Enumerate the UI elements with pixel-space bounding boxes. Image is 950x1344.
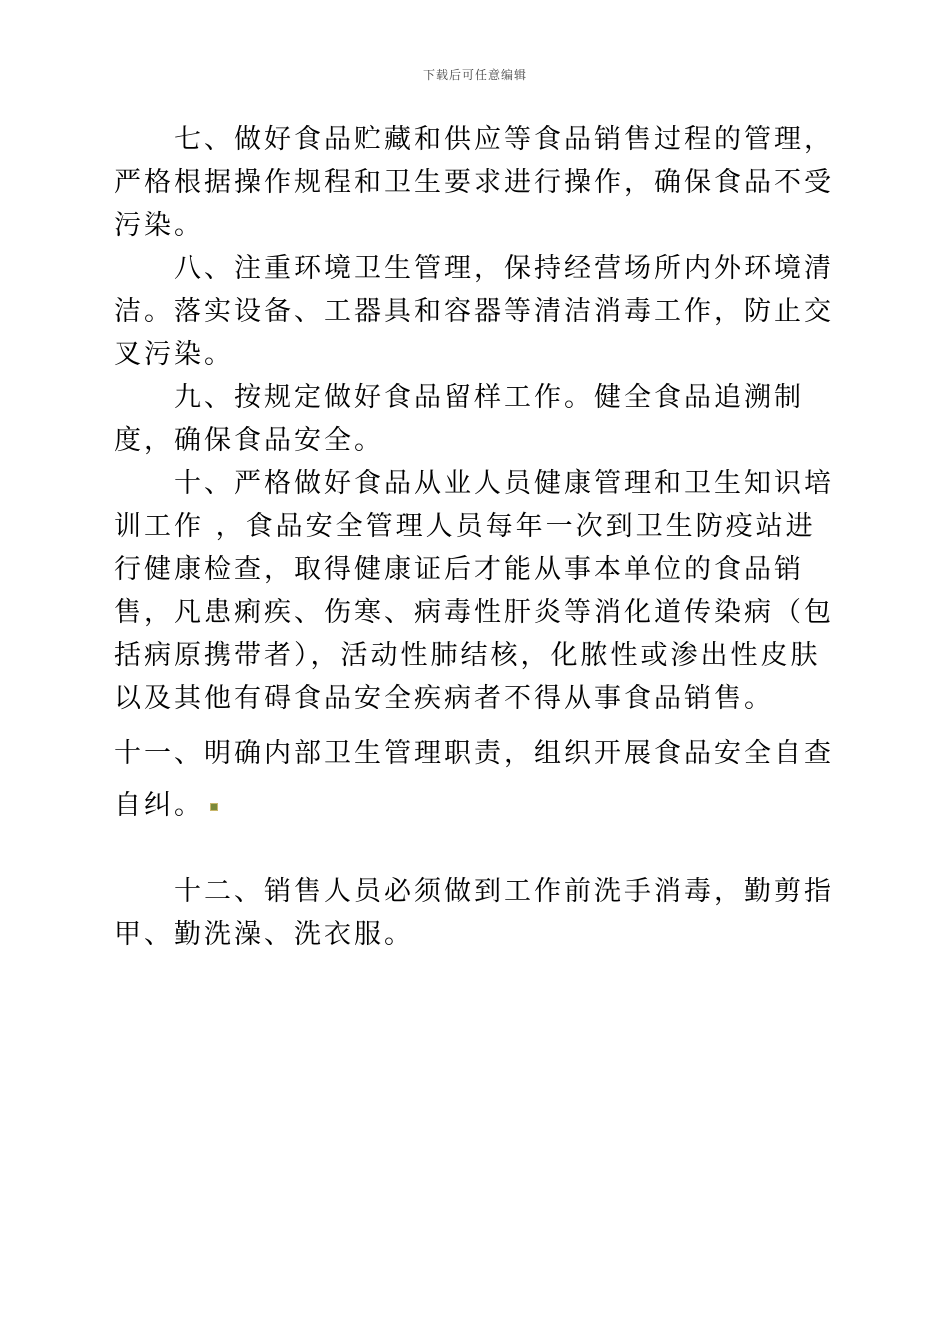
paragraph-8: 八、注重环境卫生管理，保持经营场所内外环境清洁。落实设备、工器具和容器等清洁消毒工作，防止交叉污染。	[114, 253, 834, 370]
paragraph-9: 九、按规定做好食品留样工作。健全食品追溯制度，确保食品安全。	[114, 382, 804, 456]
page-header: 下载后可任意编辑	[422, 68, 527, 82]
paragraph-11-text: 十一、明确内部卫生管理职责，组织开展食品安全自查自纠。	[114, 738, 834, 821]
anchor-mark-icon	[210, 803, 218, 811]
paragraph-7: 七、做好食品贮藏和供应等食品销售过程的管理，严格根据操作规程和卫生要求进行操作，确保食品不受污染。	[114, 124, 834, 241]
paragraph-11	[114, 728, 844, 832]
document-body	[114, 118, 844, 956]
paragraph-10: 十、严格做好食品从业人员健康管理和卫生知识培训工作 ，食品安全管理人员每年一次到卫生防疫站进行健康检查，取得健康证后才能从事本单位的食品销售，凡患痢疾、伤寒、病毒性肝炎等消化道传染病（包括病原携带者），活动性肺结核，化脓性或渗出性皮肤以及其他有碍食品安全疾病者不得从事食品销售。	[114, 468, 834, 714]
paragraph-12: 十二、销售人员必须做到工作前洗手消毒，勤剪指甲、勤洗澡、洗衣服。	[114, 876, 834, 950]
